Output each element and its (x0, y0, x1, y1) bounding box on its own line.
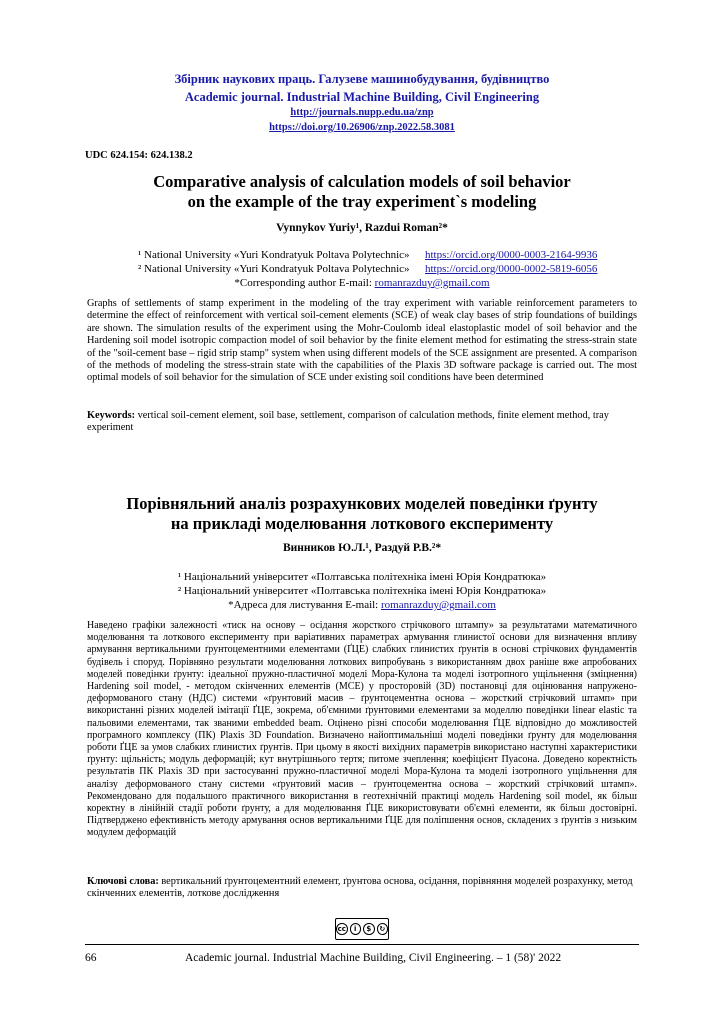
keywords-text: vertical soil-cement element, soil base, settlement, comparison of calculation methods, finite element method, tray experiment (87, 410, 609, 434)
doi-link[interactable]: https://doi.org/10.26906/znp.2022.58.3081 (269, 122, 455, 133)
english-title-line2: on the example of the tray experiment`s modeling (187, 192, 537, 211)
english-affiliation-1: ¹ National University «Yuri Kondratyuk Poltava Polytechnic» (138, 249, 410, 261)
ukrainian-title-line1: Порівняльний аналіз розрахункових моделей поведінки ґрунту (126, 494, 598, 513)
ukrainian-affiliation-1: ¹ Національний університет «Полтавська політехніка імені Юрія Кондратюка» (177, 571, 547, 583)
ukrainian-authors: Винников Ю.Л.¹, Раздуй Р.В.²* (282, 542, 442, 554)
english-title-line1: Comparative analysis of calculation models of soil behavior (153, 172, 571, 191)
orcid-link-1[interactable]: https://orcid.org/0000-0003-2164-9936 (425, 249, 598, 261)
english-affiliation-2: ² National University «Yuri Kondratyuk Poltava Polytechnic» (138, 263, 410, 275)
ukrainian-corresponding-author (0, 598, 724, 612)
journal-url-link[interactable]: http://journals.nupp.edu.ua/znp (290, 107, 434, 118)
footer-divider (85, 944, 639, 945)
ukrainian-keywords (87, 876, 637, 901)
ukrainian-abstract: Наведено графіки залежності «тиск на основу – осідання жорсткого стрічкового штампу» за результатами математичного моделювання та лоткового експерименту при варіативних параметрах армування глинистої основи для визначення впливу армування вертикальними ґрунтоцементними елементами (ҐЦЕ) слабких глинистих ґрунтів в основі стрічкових фундаментів будівель і споруд. Порівняно результати моделювання лоткових випробувань з використанням двох раніше вже апробованих моделей поведінки ґрунту: ідеальної пружно-пластичної моделі Мора-Кулона та моделі ізотропного ущільнення (зміцнення) Hardening soil model, - методом скінченних елементів (МСЕ) у просторовій (3D) постановці для оцінювання напружено-деформованого стану (НДС) системи «ґрунтовий масив – ґрунтоцементна основа – жорсткий стрічковий штамп» при використанні різних моделей імітації ҐЦЕ, зокрема, об'ємними ґрунтовими елементами за моделлю поведінки linear elastic та пальовими елементами, так званими embedded beam. Оцінено різні способи моделювання ҐЦЕ відповідно до можливостей програмного комплексу (ПК) Plaxis 3D Foundation. Визначено найоптимальніші моделі поведінки ґрунту для моделювання роботи ҐЦЕ за умов слабких глинистих ґрунтів. При цьому в якості вихідних параметрів використано наступні характеристики ґрунту: щільність; модуль деформацій; кут внутрішнього тертя; питоме зчеплення; коефіцієнт Пуасона. Доведено коректність результатів ПК Plaxis 3D при застосуванні пружно-пластичної моделі Мора-Кулона та моделі ізотропного ущільнення для аналізу деформованого стану системи «ґрунтовий масив – ґрунтоцементна основа – жорсткий стрічковий штамп». Рекомендовано для подальшого практичного використання в геотехнічній практиці модель Hardening soil model, як більш коректну в лінійній стадії роботи ґрунту, а для моделювання ҐЦЕ використовувати об'ємні елементи, як більш достовірні. Підтверджено ефективність методу армування основ вертикальними ҐЦЕ для поліпшення основ, складених з ґрунтів з низьким модулем деформацій (87, 620, 637, 839)
page-number: 66 (85, 952, 97, 964)
keywords-label: Keywords: (87, 410, 136, 421)
corresponding-label-uk: *Адреса для листування E-mail: (228, 599, 379, 611)
orcid-link-2[interactable]: https://orcid.org/0000-0002-5819-6056 (425, 263, 598, 275)
creative-commons-license-icon[interactable] (335, 918, 389, 940)
english-abstract: Graphs of settlements of stamp experiment in the modeling of the tray experiment with variable reinforcement parameters to determine the effect of reinforcement with vertical soil-cement elements (SCE) of weak clay bases of strip foundations of buildings are shown. The simulation results of the experiment using the Mohr-Coulomb ideal elastoplastic model of soil behavior and the Hardening soil model isotropic compaction model of soil behavior by the finite element method for estimating the stress-strain state of the "soil-cement base – rigid strip stamp" system when using different models of the SCE assignment are presented. A comparison of the methods of modeling the stress-strain state with the capabilities of the Plaxis 3D software package is carried out. The most optimal models of soil behavior for the simulation of SCE under existing soil conditions have been determined (87, 298, 637, 384)
running-footer-title: Academic journal. Industrial Machine Building, Civil Engineering. – 1 (58)' 2022 (185, 952, 562, 964)
journal-title-en: Academic journal. Industrial Machine Building, Civil Engineering (184, 90, 540, 104)
ukrainian-title-line2: на прикладі моделювання лоткового експерименту (170, 514, 554, 533)
sa-icon: ↻ (377, 923, 389, 935)
cc-icon: cc (337, 925, 346, 933)
english-corresponding-author (0, 276, 724, 290)
keywords-label-uk: Ключові слова: (87, 876, 159, 887)
by-icon: i (350, 923, 362, 935)
ukrainian-title (0, 494, 724, 534)
english-title (0, 172, 724, 212)
english-keywords (87, 410, 637, 435)
udc-code: UDC 624.154: 624.138.2 (85, 150, 193, 161)
corresponding-email-link-uk[interactable]: romanrazduy@gmail.com (381, 599, 496, 611)
keywords-text-uk: вертикальний ґрунтоцементний елемент, ґрунтова основа, осідання, порівняння моделей розрахунку, метод скінченних елементів, лоткове дослідження (87, 876, 633, 900)
ukrainian-affiliation-2: ² Національний університет «Полтавська політехніка імені Юрія Кондратюка» (177, 585, 547, 597)
corresponding-email-link[interactable]: romanrazduy@gmail.com (374, 277, 490, 289)
nc-icon: $ (363, 923, 375, 935)
english-authors: Vynnykov Yuriy¹, Razdui Roman²* (276, 222, 448, 234)
journal-title-uk: Збірник наукових праць. Галузеве машинобудування, будівництво (174, 72, 550, 86)
corresponding-label: *Corresponding author E-mail: (234, 277, 372, 289)
